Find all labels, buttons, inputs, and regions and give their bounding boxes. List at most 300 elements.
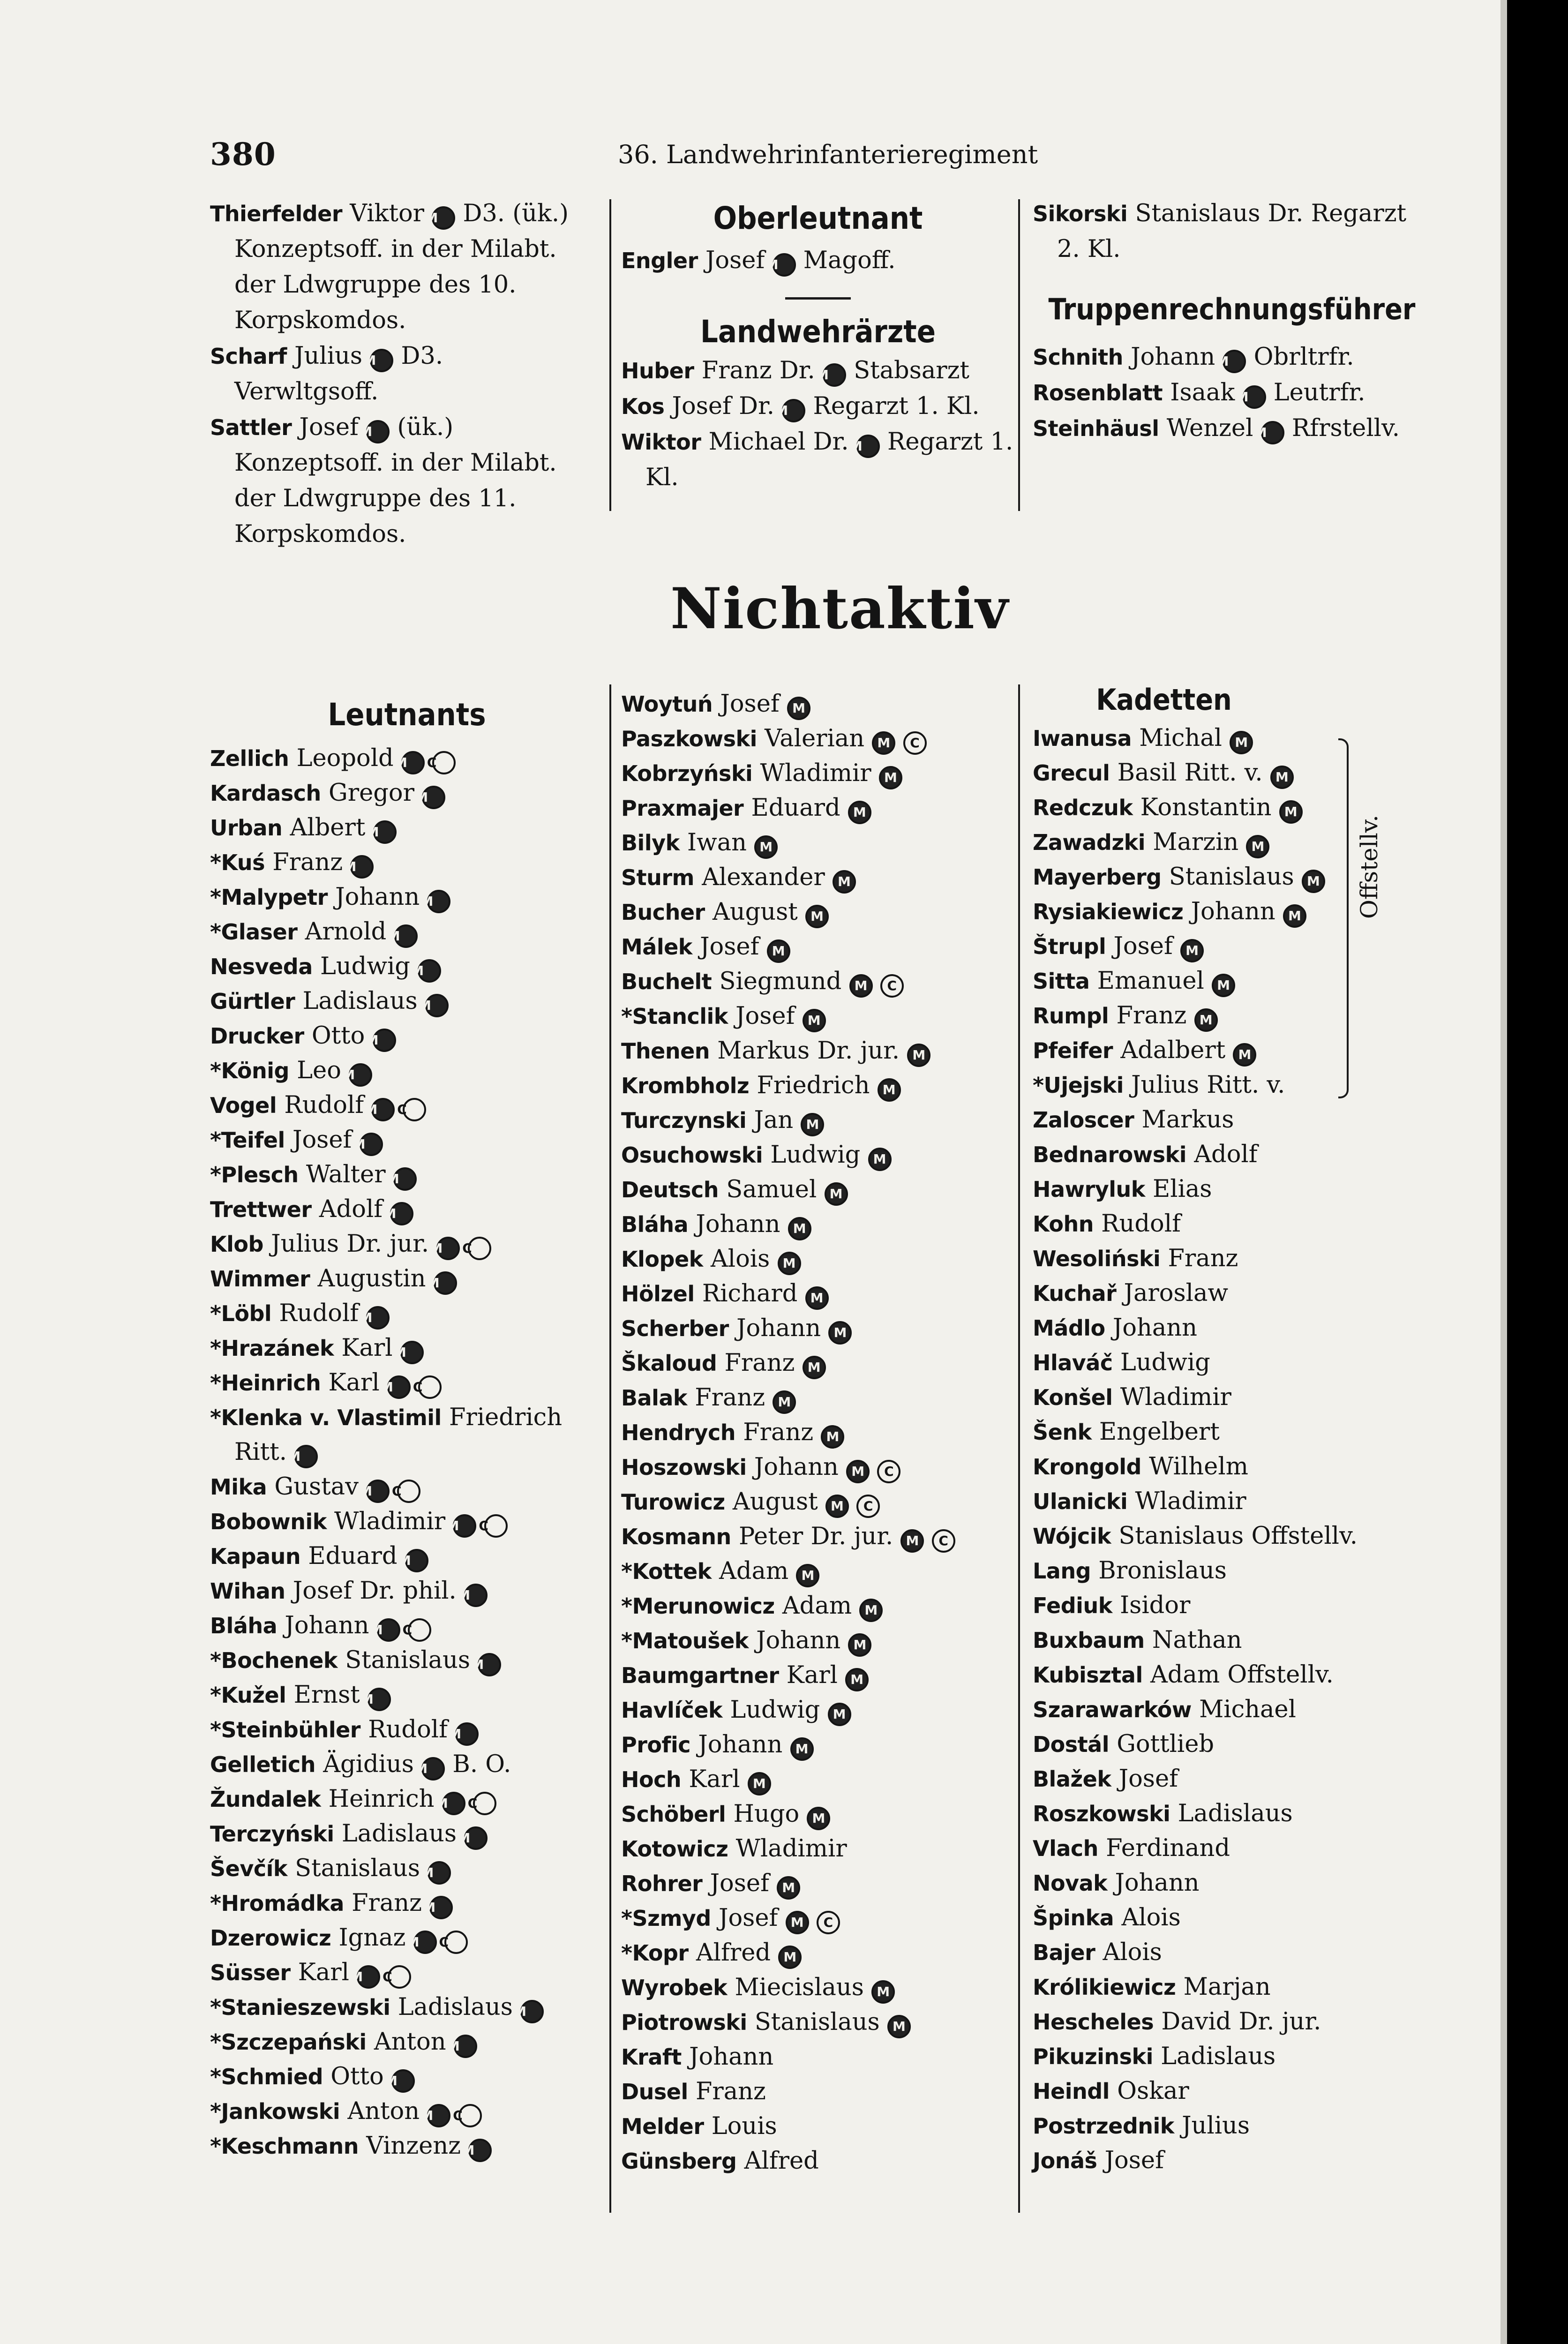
surname: Turczynski [621, 1108, 747, 1133]
nichtaktiv-title: Nichtaktiv [670, 576, 1009, 642]
list-item [1033, 1623, 1455, 1658]
medal-m-icon: M [805, 905, 829, 928]
medal-c-icon: C [817, 1911, 840, 1934]
surname: Paszkowski [621, 726, 757, 751]
given-name: Otto [311, 1022, 365, 1050]
list-item [621, 1658, 1015, 1693]
given-name: Gregor [328, 779, 415, 807]
list-item [210, 1296, 604, 1331]
medal-m-icon: M [848, 801, 871, 824]
given-name: Franz [1168, 1245, 1238, 1272]
given-name: Stanislaus [295, 1855, 420, 1882]
surname: Deutsch [621, 1177, 719, 1202]
medal-c-icon: C [880, 974, 904, 998]
given-name: Alois [710, 1245, 770, 1273]
medal-m-icon: M [357, 1965, 380, 1989]
given-name: Walter [306, 1161, 386, 1188]
surname: Zawadzki [1033, 830, 1145, 855]
medal-m-icon: M [387, 1375, 411, 1399]
surname: Hoszowski [621, 1455, 747, 1480]
given-name: Leo [297, 1057, 341, 1084]
list-item [621, 1589, 1015, 1623]
surname: *Malypetr [210, 885, 328, 910]
medal-m-icon: M [366, 420, 390, 443]
surname: Rumpl [1033, 1003, 1109, 1029]
medal-c-icon: C [432, 751, 456, 774]
medal-m-icon: M [907, 1044, 930, 1067]
list-item [621, 1866, 1015, 1901]
surname: Mádlo [1033, 1315, 1105, 1341]
surname: Piotrowski [621, 2010, 747, 2035]
surname: Urban [210, 815, 283, 841]
list-item [1033, 1276, 1455, 1311]
list-item [1033, 411, 1431, 446]
list-item [621, 389, 1015, 424]
given-name: Karl [689, 1766, 740, 1793]
kadetten-heading: Kadetten [1096, 683, 1232, 717]
given-name: Josef [1113, 932, 1173, 960]
surname: Rosenblatt [1033, 380, 1163, 406]
surname: Bláha [621, 1212, 689, 1237]
list-item [1033, 1658, 1455, 1692]
medal-m-icon: M [371, 1098, 395, 1121]
given-name: Miecislaus [735, 1974, 864, 2001]
list-item [210, 1990, 604, 2025]
given-name: Alfred [744, 2147, 819, 2175]
surname: Bláha [210, 1613, 278, 1638]
given-name: Marjan [1183, 1973, 1271, 2001]
given-name: Viktor [350, 200, 425, 227]
given-name: Rudolf [1101, 1210, 1181, 1238]
list-item [621, 930, 1015, 964]
given-name: Josef [299, 413, 359, 441]
medal-m-icon: M [859, 1599, 883, 1622]
medal-m-icon: M [434, 1271, 457, 1295]
surname: Roszkowski [1033, 1801, 1170, 1826]
given-name: Ferdinand [1106, 1834, 1230, 1862]
given-name: Alois [1103, 1938, 1162, 1966]
given-name: Friedrich Ritt. [234, 1404, 563, 1466]
list-item [1033, 756, 1455, 790]
list-item [210, 1192, 604, 1227]
medal-m-icon: M [833, 870, 856, 894]
given-name: Julius [294, 342, 363, 370]
surname: *Steinbühler [210, 1717, 360, 1743]
list-item [621, 1172, 1015, 1207]
given-name: Ludwig [770, 1141, 861, 1169]
given-name: Franz [696, 2078, 766, 2105]
leutnants-list [210, 741, 604, 2164]
surname: Thierfelder [210, 201, 343, 226]
given-name: Adam Offstellv. [1150, 1661, 1334, 1689]
surname: Dzerowicz [210, 1925, 331, 1951]
entry-note: Regarzt 1. Kl. [645, 428, 1013, 491]
surname: Redczuk [1033, 795, 1133, 820]
list-item [1033, 1935, 1455, 1970]
surname: *Keschmann [210, 2134, 359, 2159]
given-name: Richard [702, 1280, 798, 1307]
medal-m-icon: M [391, 2069, 415, 2093]
medal-m-icon: M [805, 1286, 829, 1310]
given-name: Stanislaus [754, 2008, 880, 2036]
entry-note: Magoff. [803, 247, 896, 274]
surname: *Kottek [621, 1559, 712, 1584]
list-item [621, 756, 1015, 791]
list-item [621, 1207, 1015, 1242]
list-item [1033, 1519, 1455, 1554]
surname: Huber [621, 358, 694, 383]
list-item [210, 1574, 604, 1608]
truppenrechnungsfuehrer-heading: Truppenrechnungsführer [1048, 292, 1416, 326]
given-name: Ladislaus [1178, 1800, 1293, 1827]
surname: Günsberg [621, 2149, 737, 2174]
surname: Štrupl [1033, 934, 1106, 959]
medal-m-icon: M [368, 1688, 391, 1711]
medal-m-icon: M [778, 1252, 801, 1275]
medal-m-icon: M [872, 731, 895, 755]
given-name: Josef [735, 1002, 795, 1030]
given-name: Julius [1182, 2112, 1250, 2140]
medal-m-icon: M [856, 435, 880, 458]
given-name: Valerian [765, 725, 865, 752]
surname: Kobrzyński [621, 761, 753, 786]
list-item [1033, 1207, 1455, 1241]
given-name: Markus [1141, 1106, 1234, 1134]
surname: Málek [621, 934, 692, 960]
list-item [1033, 1866, 1455, 1901]
surname: Kraft [621, 2044, 682, 2070]
surname: Bilyk [621, 830, 680, 856]
list-item [621, 1693, 1015, 1728]
surname: Bajer [1033, 1940, 1095, 1965]
nichtaktiv-column-3 [1033, 679, 1455, 2178]
medal-c-icon: C [473, 1792, 496, 1815]
list-item [210, 1817, 604, 1851]
surname: Blažek [1033, 1766, 1111, 1792]
surname: Królikiewicz [1033, 1975, 1176, 2000]
given-name: Ernst [293, 1681, 360, 1709]
surname: Buchelt [621, 969, 712, 994]
medal-m-icon: M [373, 820, 397, 844]
surname: Bobownik [210, 1509, 327, 1534]
surname: Scherber [621, 1316, 729, 1341]
given-name: Louis [711, 2112, 777, 2140]
medal-m-icon: M [900, 1529, 924, 1553]
list-item [1033, 2109, 1455, 2143]
medal-m-icon: M [1194, 1008, 1218, 1032]
surname: Rohrer [621, 1871, 703, 1896]
surname: Praxmajer [621, 796, 744, 821]
list-item [210, 2025, 604, 2059]
list-item [1033, 929, 1455, 964]
given-name: Konstantin [1140, 794, 1272, 821]
running-head: 36. Landwehrinfanterieregiment [618, 140, 1038, 169]
surname: Mika [210, 1474, 267, 1500]
surname: Iwanusa [1033, 726, 1132, 751]
medal-c-icon: C [388, 1965, 411, 1989]
surname: Nesveda [210, 954, 313, 979]
entry-note: D3. Verwltgsoff. [234, 342, 443, 406]
given-name: Bronislaus [1098, 1557, 1227, 1585]
given-name: Johann [1112, 1314, 1197, 1342]
surname: *Teifel [210, 1127, 285, 1153]
given-name: Eduard [308, 1542, 398, 1570]
surname: Kapaun [210, 1544, 301, 1569]
surname: Hoch [621, 1767, 682, 1792]
list-item [1033, 1554, 1455, 1588]
surname: Jonáš [1033, 2148, 1097, 2173]
given-name: Johann [736, 1315, 821, 1342]
surname: Konšel [1033, 1385, 1113, 1410]
surname: Sattler [210, 415, 292, 440]
list-item [621, 1519, 1015, 1554]
given-name: Stanislaus Offstellv. [1118, 1522, 1358, 1550]
surname: Novak [1033, 1871, 1108, 1896]
list-item [621, 860, 1015, 895]
surname: Wimmer [210, 1266, 310, 1292]
entry-note: Stabsarzt [854, 357, 970, 384]
medal-m-icon: M [1302, 870, 1325, 893]
medal-m-icon: M [1283, 904, 1306, 928]
surname: Hölzel [621, 1281, 695, 1307]
given-name: Josef [705, 247, 765, 274]
medal-c-icon: C [418, 1375, 442, 1399]
given-name: Siegmund [719, 968, 842, 995]
given-name: Johann [1131, 343, 1215, 371]
given-name: Oskar [1117, 2077, 1189, 2105]
given-name: Rudolf [279, 1300, 359, 1327]
surname: Sturm [621, 865, 694, 890]
surname: Sitta [1033, 969, 1090, 994]
given-name: Leopold [296, 744, 394, 772]
page-number: 380 [210, 136, 276, 173]
top-column-2 [621, 196, 1015, 496]
given-name: Adolf [1194, 1141, 1258, 1168]
surname: Drucker [210, 1023, 304, 1049]
medal-c-icon: C [903, 731, 927, 755]
list-item [621, 2074, 1015, 2109]
surname: *Stanclik [621, 1004, 728, 1029]
medal-m-icon: M [828, 1321, 852, 1345]
medal-m-icon: M [432, 206, 455, 230]
brace-label: Offstellv. [1356, 814, 1383, 919]
surname: *Ujejski [1033, 1073, 1124, 1098]
list-item [210, 1851, 604, 1886]
surname: Szarawarków [1033, 1697, 1192, 1722]
medal-m-icon: M [1270, 766, 1294, 789]
surname: Wiktor [621, 429, 701, 455]
medal-m-icon: M [828, 1703, 851, 1726]
given-name: Ladislaus [1161, 2043, 1276, 2070]
column-rule [1018, 199, 1020, 511]
list-item [1033, 339, 1431, 375]
medal-c-icon: C [458, 2104, 482, 2127]
list-item [210, 845, 604, 880]
medal-m-icon: M [400, 1341, 424, 1364]
list-item [210, 1678, 604, 1713]
surname: Schnith [1033, 345, 1123, 370]
medal-m-icon: M [454, 2035, 477, 2058]
list-item [621, 2005, 1015, 2040]
given-name: Anton [347, 2097, 420, 2125]
list-item [621, 1415, 1015, 1450]
list-item [210, 410, 594, 552]
list-item [621, 826, 1015, 860]
surname: Scharf [210, 344, 287, 369]
given-name: Franz [724, 1349, 795, 1377]
list-item [1033, 1588, 1455, 1623]
given-name: Isaak [1170, 379, 1235, 406]
list-item [210, 1157, 604, 1192]
surname: Kotowicz [621, 1836, 728, 1862]
surname: Bednarowski [1033, 1142, 1186, 1167]
given-name: Isidor [1120, 1592, 1191, 1619]
leutnants-heading: Leutnants [328, 697, 486, 733]
surname: Kosmann [621, 1524, 731, 1549]
medal-m-icon: M [748, 1772, 771, 1796]
list-item [210, 196, 594, 338]
given-name: Wladimir [760, 759, 871, 787]
medal-m-icon: M [801, 1113, 824, 1136]
entry-note: Leutrfr. [1273, 379, 1365, 406]
given-name: Ladislaus [302, 987, 418, 1015]
list-item [1033, 1103, 1455, 1137]
surname: Ulanicki [1033, 1489, 1128, 1514]
leutnants-list-continued [621, 687, 1015, 2179]
medal-m-icon: M [1261, 421, 1284, 444]
medal-c-icon: C [932, 1529, 955, 1553]
given-name: Basil Ritt. v. [1117, 759, 1263, 787]
given-name: Franz [695, 1384, 765, 1412]
given-name: Michael [1199, 1696, 1296, 1723]
surname: Kuchař [1033, 1281, 1117, 1306]
list-item [1033, 196, 1431, 267]
given-name: Johann [1191, 898, 1275, 925]
given-name: Johann [754, 1453, 839, 1481]
list-item [210, 741, 604, 776]
medal-m-icon: M [767, 939, 790, 963]
surname: Sikorski [1033, 201, 1128, 226]
given-name: Augustin [317, 1265, 426, 1292]
given-name: Josef [700, 933, 759, 961]
list-item [1033, 2143, 1455, 2178]
list-item [1033, 825, 1455, 860]
surname: Wihan [210, 1578, 285, 1604]
medal-m-icon: M [803, 1356, 826, 1379]
list-item [210, 1123, 604, 1157]
list-item [621, 999, 1015, 1034]
medal-m-icon: M [520, 2000, 544, 2023]
list-item [1033, 1137, 1455, 1172]
given-name: Albert [290, 814, 366, 841]
medal-m-icon: M [425, 994, 449, 1017]
list-item [621, 1970, 1015, 2005]
given-name: Gottlieb [1117, 1730, 1215, 1758]
entry-note: (ük.) Konzeptsoff. in der Milabt. der Ldwgruppe des 11. Korpskomdos. [234, 413, 557, 548]
surname: Rysiakiewicz [1033, 899, 1184, 924]
list-item [621, 964, 1015, 999]
medal-m-icon: M [1180, 939, 1204, 962]
surname: Trettwer [210, 1197, 312, 1222]
list-item [1033, 1692, 1455, 1727]
list-item [1033, 2005, 1455, 2039]
surname: Kos [621, 394, 665, 419]
list-item [621, 1762, 1015, 1797]
surname: *Löbl [210, 1301, 272, 1326]
surname: *Kuś [210, 850, 265, 875]
medal-m-icon: M [821, 1425, 844, 1449]
list-item [1033, 721, 1455, 756]
given-name: Josef [710, 1870, 769, 1897]
medal-m-icon: M [373, 1029, 396, 1052]
medal-m-icon: M [377, 1618, 400, 1642]
surname: Klopek [621, 1247, 703, 1272]
list-item [621, 1138, 1015, 1172]
given-name: Franz Dr. [701, 357, 815, 384]
list-item [210, 1747, 604, 1782]
list-item [210, 1643, 604, 1678]
list-item [1033, 1415, 1455, 1450]
medal-m-icon: M [370, 349, 393, 372]
list-item [621, 424, 1015, 496]
medal-m-icon: M [1243, 385, 1266, 409]
surname: Baumgartner [621, 1663, 779, 1688]
list-item [1033, 1450, 1455, 1484]
list-item [1033, 1241, 1455, 1276]
list-item [621, 1623, 1015, 1658]
given-name: Karl [786, 1661, 838, 1689]
medal-c-icon: C [877, 1460, 900, 1483]
page-edge [1500, 0, 1507, 2344]
surname: *Hrazánek [210, 1336, 334, 1361]
group-brace [1338, 738, 1349, 1098]
medal-m-icon: M [782, 399, 805, 422]
list-item [210, 1470, 604, 1504]
list-item [621, 1832, 1015, 1866]
list-item [1033, 1172, 1455, 1207]
list-item [1033, 964, 1455, 999]
surname: *Bochenek [210, 1648, 338, 1673]
list-item [210, 1504, 604, 1539]
medal-m-icon: M [429, 1896, 453, 1919]
medal-m-icon: M [1223, 350, 1246, 373]
given-name: Franz [272, 849, 343, 876]
list-item [621, 2144, 1015, 2179]
list-item [621, 791, 1015, 826]
surname: Havlíček [621, 1698, 723, 1723]
list-item [1033, 375, 1431, 411]
surname: Profic [621, 1732, 691, 1758]
list-item [1033, 1380, 1455, 1415]
given-name: Karl [298, 1959, 349, 1986]
surname: Bucher [621, 900, 705, 925]
entry-note: B. O. [452, 1750, 511, 1778]
given-name: Engelbert [1099, 1418, 1220, 1446]
surname: *Stanieszewski [210, 1995, 390, 2020]
list-item [1033, 1831, 1455, 1866]
list-item [621, 1936, 1015, 1970]
list-item [210, 1400, 604, 1470]
list-item [621, 1034, 1015, 1068]
list-item [621, 1554, 1015, 1589]
given-name: Johann [335, 883, 420, 911]
medal-m-icon: M [868, 1148, 892, 1171]
medal-m-icon: M [464, 1584, 488, 1607]
oberleutnant-list [621, 243, 1015, 278]
list-item [1033, 1796, 1455, 1831]
given-name: Franz [743, 1419, 814, 1446]
medal-m-icon: M [390, 1202, 413, 1225]
